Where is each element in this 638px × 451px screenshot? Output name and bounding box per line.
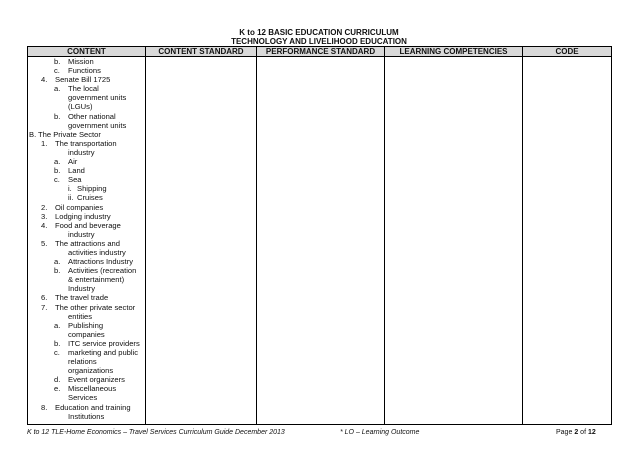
list-text: Cruises: [77, 193, 103, 203]
page-current: 2: [574, 429, 579, 436]
content-list-item: [28, 348, 145, 357]
content-list-item: [28, 175, 145, 184]
list-text: (LGUs): [68, 102, 93, 112]
content-cell: [28, 57, 146, 425]
footer-guide-title: K to 12 TLE-Home Economics – Travel Services Curriculum Guide December 2013: [27, 429, 285, 436]
content-list-item: [28, 412, 145, 421]
list-text: entities: [68, 311, 93, 321]
content-list-item: [28, 139, 145, 148]
page-number: [556, 428, 596, 437]
learning-competencies-cell: [385, 57, 523, 425]
content-list-item: [28, 157, 145, 166]
content-list-item: [28, 403, 145, 412]
list-text: Senate Bill 1725: [55, 75, 111, 85]
content-standard-cell: [146, 57, 257, 425]
column-header-learning-competencies: LEARNING COMPETENCIES: [385, 47, 523, 57]
content-list-item: [28, 148, 145, 157]
list-marker: c.: [54, 348, 60, 357]
content-list-item: [28, 303, 145, 312]
list-text: & entertainment): [68, 275, 125, 285]
content-list-item: [28, 357, 145, 366]
content-list-item: [28, 130, 145, 139]
list-text: Activities (recreation: [68, 266, 137, 276]
content-list-item: [28, 393, 145, 402]
list-text: organizations: [68, 366, 114, 376]
list-text: companies: [68, 329, 105, 339]
list-text: Mission: [68, 57, 94, 66]
list-marker: d.: [54, 375, 61, 385]
list-marker: 2.: [41, 202, 48, 212]
list-marker: a.: [54, 84, 61, 94]
list-text: Institutions: [68, 411, 105, 421]
list-marker: 4.: [41, 75, 48, 85]
list-text: Miscellaneous: [68, 384, 117, 394]
list-text: activities industry: [68, 247, 126, 257]
list-text: The travel trade: [55, 293, 109, 303]
content-list-item: [28, 212, 145, 221]
list-marker: e.: [54, 384, 61, 394]
content-list-item: [28, 257, 145, 266]
footer-legend: * LO – Learning Outcome: [340, 429, 420, 436]
content-list-item: [28, 93, 145, 102]
list-text: Education and training: [55, 402, 131, 412]
list-text: Services: [68, 393, 98, 403]
list-marker: a.: [54, 320, 61, 330]
list-marker: c.: [54, 175, 60, 185]
content-list-item: [28, 312, 145, 321]
content-list-item: [28, 275, 145, 284]
list-marker: a.: [54, 257, 61, 267]
list-text: The transportation: [55, 138, 117, 148]
content-list-item: [28, 75, 145, 84]
content-list-item: [28, 112, 145, 121]
content-list-item: [28, 184, 145, 193]
list-text: government units: [68, 120, 127, 130]
list-text: Land: [68, 166, 85, 176]
list-marker: b.: [54, 266, 61, 276]
column-header-performance-standard: PERFORMANCE STANDARD: [257, 47, 385, 57]
content-list-item: [28, 339, 145, 348]
content-list-item: [28, 284, 145, 293]
content-list-item: [28, 230, 145, 239]
list-marker: b.: [54, 111, 61, 121]
list-text: Lodging industry: [55, 211, 111, 221]
page-prefix: Page: [556, 429, 573, 436]
list-text: The other private sector: [55, 302, 136, 312]
content-list-item: [28, 221, 145, 230]
document-title: K to 12 BASIC EDUCATION CURRICULUM: [239, 28, 399, 37]
content-list-item: [28, 102, 145, 111]
list-marker: 4.: [41, 220, 48, 230]
column-header-content-standard: CONTENT STANDARD: [146, 47, 257, 57]
list-text: Sea: [68, 175, 82, 185]
list-text: The Private Sector: [38, 129, 101, 139]
list-text: government units: [68, 93, 127, 103]
list-text: marketing and public: [68, 348, 139, 357]
list-marker: 8.: [41, 402, 48, 412]
list-text: Shipping: [77, 184, 107, 194]
list-text: Industry: [68, 284, 96, 294]
list-text: Food and beverage: [55, 220, 121, 230]
content-list-item: [28, 384, 145, 393]
performance-standard-cell: [257, 57, 385, 425]
list-text: Attractions Industry: [68, 257, 133, 267]
list-text: Functions: [68, 66, 101, 76]
list-marker: B.: [29, 129, 37, 139]
content-list-item: [28, 248, 145, 257]
content-list-item: [28, 66, 145, 75]
list-text: ITC service providers: [68, 338, 140, 348]
list-text: Oil companies: [55, 202, 104, 212]
list-text: Publishing: [68, 320, 104, 330]
code-cell: [523, 57, 612, 425]
content-list-item: [28, 166, 145, 175]
list-marker: ii.: [68, 193, 74, 203]
list-text: Event organizers: [68, 375, 125, 385]
list-marker: b.: [54, 57, 61, 66]
list-marker: 7.: [41, 302, 48, 312]
list-text: The attractions and: [55, 238, 121, 248]
list-marker: c.: [54, 66, 60, 76]
content-list-item: [28, 266, 145, 275]
list-text: Other national: [68, 111, 116, 121]
list-marker: a.: [54, 157, 61, 167]
content-list-item: [28, 321, 145, 330]
content-list-item: [28, 203, 145, 212]
list-text: industry: [68, 147, 95, 157]
content-list-item: [28, 121, 145, 130]
list-marker: i.: [68, 184, 72, 194]
list-marker: 3.: [41, 211, 48, 221]
content-list-item: [28, 84, 145, 93]
list-text: The local: [68, 84, 99, 94]
content-outline: [28, 57, 145, 424]
table-header-row: [28, 47, 612, 57]
content-list-item: [28, 239, 145, 248]
list-text: industry: [68, 229, 95, 239]
page-separator: of: [580, 429, 587, 436]
list-marker: b.: [54, 338, 61, 348]
list-marker: 1.: [41, 138, 48, 148]
curriculum-table: [27, 46, 612, 425]
column-header-code: CODE: [523, 47, 612, 57]
list-text: Air: [68, 157, 78, 167]
list-text: relations: [68, 357, 97, 367]
content-list-item: [28, 375, 145, 384]
page-total: 12: [587, 429, 596, 436]
content-list-item: [28, 366, 145, 375]
content-list-item: [28, 57, 145, 66]
table-row: [28, 57, 612, 425]
list-marker: b.: [54, 166, 61, 176]
column-header-content: CONTENT: [28, 47, 146, 57]
content-list-item: [28, 293, 145, 302]
list-marker: 6.: [41, 293, 48, 303]
content-list-item: [28, 193, 145, 202]
document-subtitle: TECHNOLOGY AND LIVELIHOOD EDUCATION: [231, 37, 407, 46]
list-marker: 5.: [41, 238, 48, 248]
content-list-item: [28, 330, 145, 339]
